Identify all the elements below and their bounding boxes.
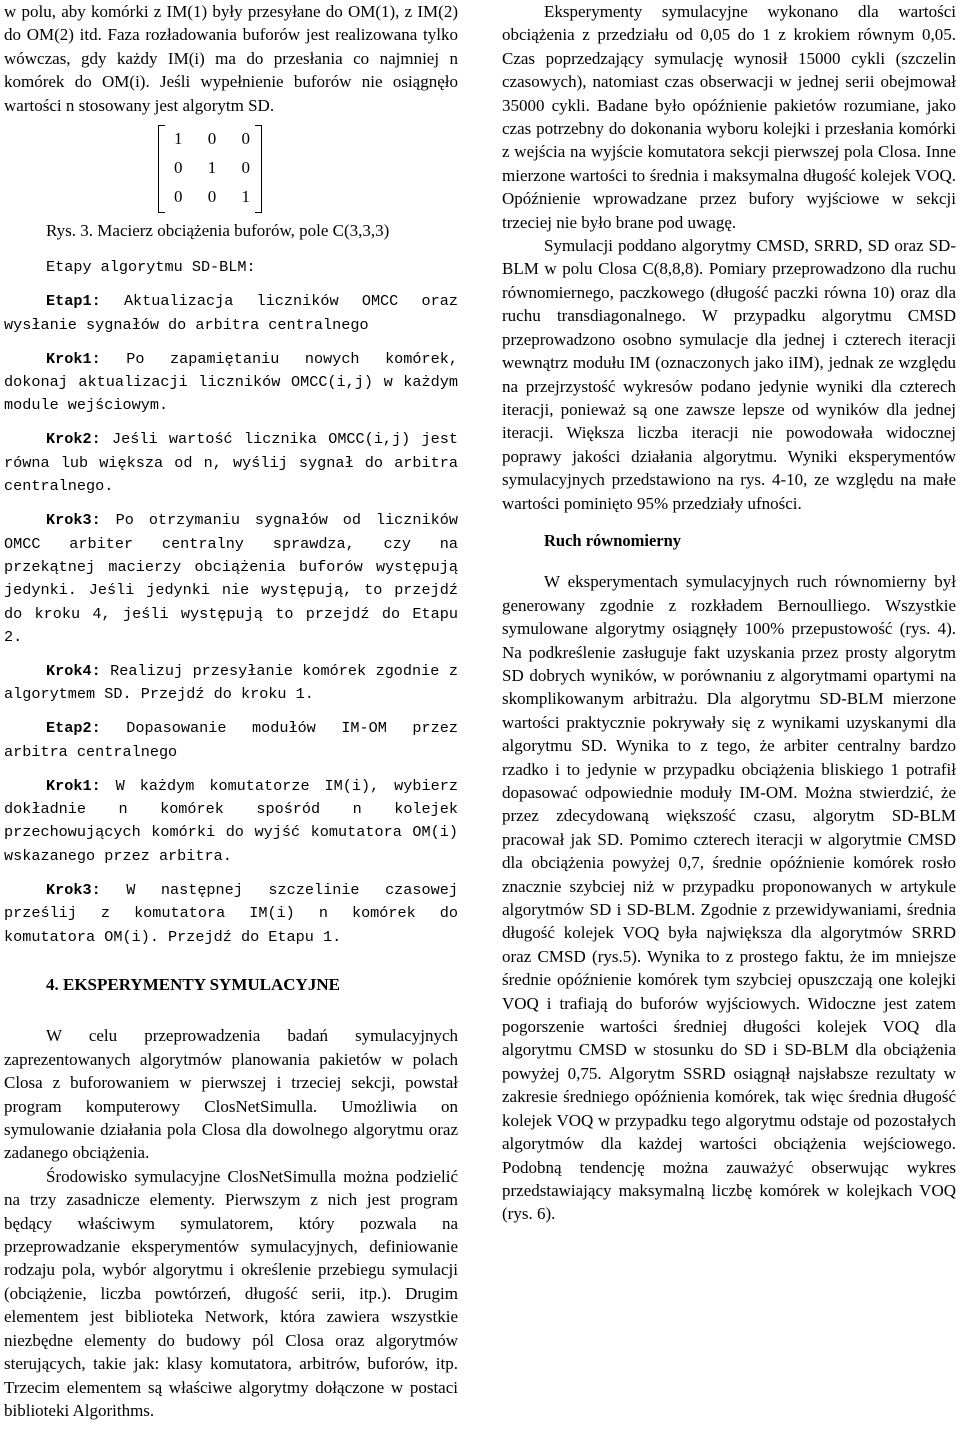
caption-text: Macierz obciążenia buforów, pole C(3,3,3) bbox=[97, 221, 390, 241]
krok4-text: Realizuj przesyłanie komórek zgodnie z algorytmem SD. Przejdź do kroku 1. bbox=[4, 662, 458, 704]
etap1 bbox=[4, 290, 458, 337]
matrix-row-2 bbox=[174, 156, 250, 179]
right-paragraph-1: Eksperymenty symulacyjne wykonano dla wartości obciążenia z przedziału od 0,05 do 1 z krokiem równym 0,05. Czas poprzedzający symulację wynosił 15000 cykli (szczelin czasowych), natomiast czas obserwacji w jednej serii obejmował 35000 cykli. Badane było opóźnienie pakietów rozumiane, jako czas potrzebny do dokonania wyboru kolejki i przesłania komórki z wejścia na wyjście komutatora sekcji pierwszej pola Closa. Inne mierzone wartości to średnia i maksymalna długość kolejek VOQ. Opóźnienie wprowadzane przez bufory wyjściowe w sekcji trzeciej nie było brane pod uwagę. bbox=[502, 2, 956, 232]
buffer-load-matrix bbox=[158, 125, 262, 211]
etap2-krok3-text: W następnej szczelinie czasowej prześlij z komutatora IM(i) n komórek do komutatora OM(i). Przejdź do Etapu 1. bbox=[4, 880, 458, 946]
matrix-cell: 0 bbox=[174, 187, 183, 207]
etap2-krok1 bbox=[4, 775, 458, 869]
matrix-bracket-left bbox=[158, 125, 165, 213]
etap1-label: Etap1: bbox=[46, 292, 101, 311]
krok2 bbox=[4, 428, 458, 498]
krok2-label: Krok2: bbox=[46, 430, 101, 449]
algorithm-steps bbox=[4, 256, 458, 949]
etap2-krok3-label: Krok3: bbox=[46, 880, 101, 899]
etap2-krok1-text: W każdym komutatorze IM(i), wybierz dokładnie n komórek spośród n kolejek przechowujących komórki do wyjść komutatora OM(i) wskazanego przez arbitra. bbox=[4, 776, 458, 865]
etap2-label: Etap2: bbox=[46, 719, 101, 738]
section-heading: 4. EKSPERYMENTY SYMULACYJNE bbox=[46, 975, 340, 994]
matrix-cell: 0 bbox=[241, 158, 250, 178]
krok1-label: Krok1: bbox=[46, 349, 101, 368]
etap1-text: Aktualizacja liczników OMCC oraz wysłanie sygnałów do arbitra centralnego bbox=[4, 292, 458, 334]
matrix-cell: 0 bbox=[207, 129, 217, 149]
krok1 bbox=[4, 348, 458, 418]
matrix-cell: 1 bbox=[207, 158, 217, 178]
section-paragraph-2: Środowisko symulacyjne ClosNetSimulla można podzielić na trzy zasadnicze elementy. Pierwszym z nich jest program będący właściwym symulatorem, który pozwala na przeprowadzanie eksperymentów symulacyjnych, definiowanie rodzaju pola, wybór algorytmu i określenie przebiegu symulacji (obciążenie, liczba powtórzeń, długość serii, itp.). Drugim elementem jest biblioteka Network, która zawiera wszystkie niezbędne elementy do budowy pól Closa oraz algorytmów sterujących, takie jak: klasy komutatora, arbitrów, buforów, itp. Trzecim elementem są właściwe algorytmy dołączone w postaci biblioteki Algorithms. bbox=[4, 1166, 458, 1420]
matrix-cell: 0 bbox=[207, 187, 217, 207]
etap2-text: Dopasowanie modułów IM-OM przez arbitra centralnego bbox=[4, 719, 458, 761]
krok3 bbox=[4, 509, 458, 649]
right-paragraph-2: Symulacji poddano algorytmy CMSD, SRRD, SD oraz SD-BLM w polu Closa C(8,8,8). Pomiary przeprowadzono dla ruchu równomiernego, paczkowego (długość paczki równa 10) oraz dla ruchu transdiagonalnego. W przypadku algorytmu CMSD przeprowadzono osobno symulacje dla jednej i czterech iteracji wewnątrz modułu IM (oznaczonych jako iIM), jednak ze względu na przejrzystość wykresów podano jedynie wyniki dla czterech iteracji, ponieważ są one zawsze lepsze od wyników dla jednej iteracji. Większa liczba iteracji nie powodowała widocznej poprawy jakości działania algorytmu. Wyniki eksperymentów symulacyjnych przedstawiono na rys. 4-10, ze względu na małe wartości pominięto 95% przedziały ufności. bbox=[502, 236, 956, 513]
etap2-krok1-label: Krok1: bbox=[46, 776, 101, 795]
matrix-cell: 1 bbox=[241, 187, 250, 207]
matrix-cell: 1 bbox=[174, 129, 183, 149]
krok3-text: Po otrzymaniu sygnałów od liczników OMCC arbiter centralny sprawdza, czy na przekątnej macierzy obciążenia buforów występują jedynki. Jeśli jedynki nie występują, to przejdź do kroku 4, jeśli występują to przejdź do Etapu 2. bbox=[4, 511, 458, 647]
matrix-cell: 0 bbox=[174, 158, 183, 178]
krok4 bbox=[4, 660, 458, 707]
etap2 bbox=[4, 717, 458, 764]
section-paragraph-1: W celu przeprowadzenia badań symulacyjnych zaprezentowanych algorytmów planowania pakietów w polach Closa z buforowaniem w pierwszej i trzeciej sekcji, powstał program komputerowy ClosNetSimulla. Umożliwia on symulowanie działania pola Closa dla dowolnego algorytmu oraz zadanego obciążenia. bbox=[4, 1026, 458, 1163]
figure-caption bbox=[46, 219, 458, 242]
etap2-krok3 bbox=[4, 879, 458, 949]
intro-paragraph: w polu, aby komórki z IM(1) były przesyłane do OM(1), z IM(2) do OM(2) itd. Faza rozładowania buforów jest realizowana tylko wówczas, gdy każdy IM(i) ma do przesłania co najmniej n komórek do OM(i). Jeśli wypełnienie buforów nie osiągnęło wartości n stosowany jest algorytm SD. bbox=[4, 2, 458, 115]
matrix-cell: 0 bbox=[241, 129, 250, 149]
matrix-bracket-right bbox=[255, 125, 262, 213]
left-column bbox=[4, 0, 458, 1422]
krok3-label: Krok3: bbox=[46, 511, 101, 530]
right-column bbox=[502, 0, 956, 1226]
krok4-label: Krok4: bbox=[46, 662, 101, 681]
matrix-row-1 bbox=[174, 127, 250, 150]
krok1-text: Po zapamiętaniu nowych komórek, dokonaj aktualizacji liczników OMCC(i,j) w każdym module wejściowym. bbox=[4, 349, 458, 415]
right-paragraph-3: W eksperymentach symulacyjnych ruch równomierny był generowany zgodnie z rozkładem Bernoulliego. Wszystkie symulowane algorytmy osiągnęły 100% przepustowość (rys. 4). Na podkreślenie zasługuje fakt uzyskania przez prosty algorytm SD dobrych wyników, w porównaniu z algorytmami opartymi na skomplikowanym arbitrażu. Dla algorytmu SD-BLM mierzone wartości praktycznie pokrywały się z wynikami uzyskanymi dla algorytmu SD. Wynika to z tego, że arbiter centralny bardzo rzadko i to jedynie w przypadku obciążenia bliskiego 1 potrafił dopasować odpowiednie moduły IM-OM. Można stwierdzić, że przez zdecydowaną większość czasu, algorytm SD-BLM pracował jak SD. Pomimo czterech iteracji w algorytmie CMSD dla obciążenia powyżej 0,7, średnie opóźnienie komórek rosło znacznie szybciej niż w przypadku proponowanych w artykule algorytmów SD i SD-BLM. Zgodnie z przewidywaniami, średnia długość kolejek VOQ była największa dla algorytmów SRRD oraz CMSD (rys.5). Wynika to z prostego faktu, że im mniejsze średnie opóźnienie komórek tym szybciej opuszczają one kolejki VOQ i trafiają do buforów wyjściowych. Widoczne jest zatem pogorszenie wartości średniej długości kolejek VOQ dla algorytmu CMSD w stosunku do SD i SD-BLM dla obciążenia powyżej 0,75. Algorytm SSRD osiągnął najsłabsze rezultaty w zakresie średniego opóźnienia komórek, tak więc średnia długość kolejek VOQ w przypadku tego algorytmu odstaje od pozostałych algorytmów dla każdej wartości obciążenia wejściowego. Podobną tendencję można zauważyć obserwując wykres przedstawiający maksymalną liczbę komórek w kolejkach VOQ (rys. 6). bbox=[502, 572, 956, 1224]
krok2-text: Jeśli wartość licznika OMCC(i,j) jest równa lub większa od n, wyślij sygnał do arbitra centralnego. bbox=[4, 430, 458, 496]
caption-label: Rys. 3. bbox=[46, 221, 94, 241]
algorithm-title: Etapy algorytmu SD-BLM: bbox=[46, 258, 256, 277]
subsection-heading: Ruch równomierny bbox=[544, 530, 682, 550]
matrix-row-3 bbox=[174, 185, 250, 208]
